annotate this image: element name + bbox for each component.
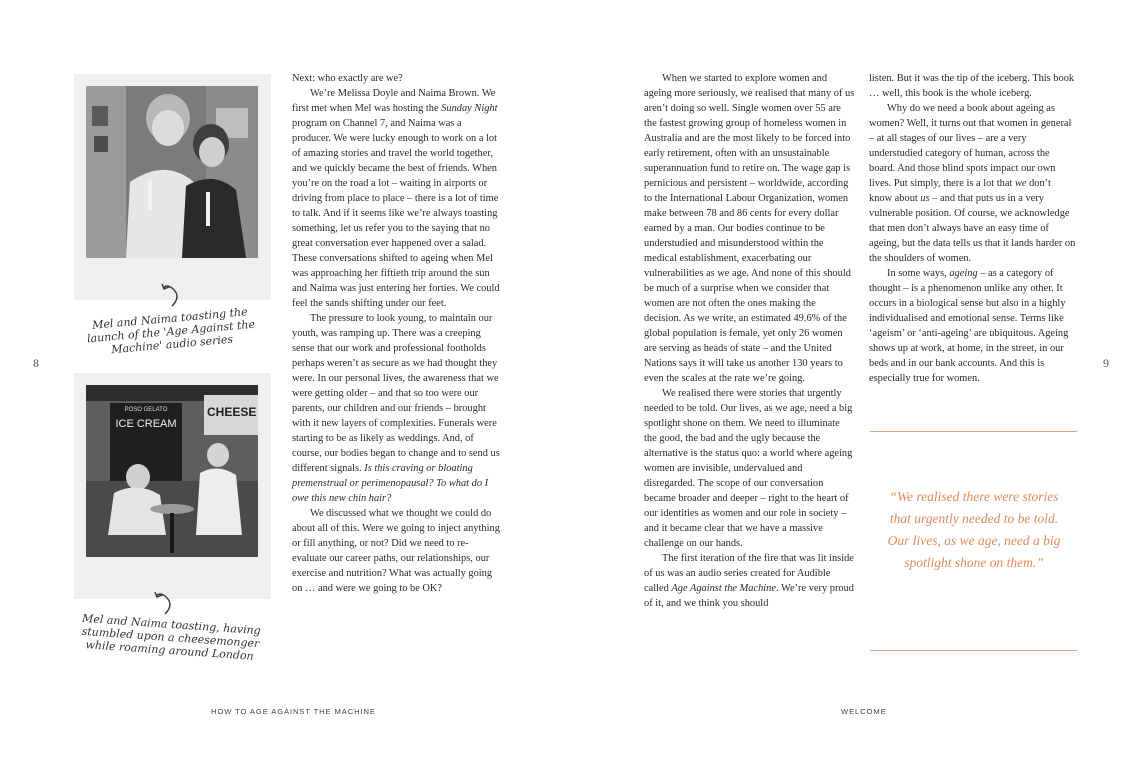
paragraph: We’re Melissa Doyle and Naima Brown. We first met when Mel was hosting the Sunday Night program on Channel 7, and Naima was a producer. We were lucky enough to work on a lot of amazing stories and travel the world together, and we quickly became the best of friends. When you’re on the road a lot – waiting in airports or driving from place to place – there is a lot of time to talk. And if it seems like we’re always toasting something, let us refer you to the saying that no great conversation ever happened over a salad. These conversations shifted to ageing when Mel was approaching her fiftieth trip around the sun and Naima was just entering her forties. We could feel the sands shifting under our feet.	[292, 88, 500, 309]
pull-quote: “We realised there were stories that urgently needed to be told. Our lives, as we age, need a big spotlight shone on them.”	[887, 489, 1061, 570]
pull-quote-rule-bottom	[870, 650, 1077, 651]
sign-poso-gelato: POSO GELATO	[124, 407, 168, 413]
right-body-column-1	[644, 71, 855, 611]
paragraph: Next: who exactly are we?	[292, 73, 403, 84]
paragraph: We realised there were stories that urgently needed to be told. Our lives, as we age, need a big spotlight shone on them. We need to illuminate the good, the bad and the ugly because the alternative is the status quo: a world where ageing women are invisible, undervalued and disregarded. The scope of our conversation became broader and deeper – right to the heart of our identities as women and our role in society – and it became clear that we have a massive challenge on our hands.	[644, 388, 853, 549]
photo-cheesemonger-london	[86, 385, 258, 557]
polaroid-frame-2	[74, 373, 271, 599]
paragraph: When we started to explore women and ageing more seriously, we realised that many of us aren’t doing so well. Single women over 55 are the fastest growing group of homeless women in Australia and are the most likely to be forced into early retirement, often with an unsustainable superannuation fund to retire on. The wage gap is pernicious and persistent – worldwide, according to the International Labour Organization, women make between 78 and 86 cents for every dollar earned by a man. Our bodies continue to be understudied and misunderstood within the medical establishment, exacerbating our vulnerabilities as we age. And none of this should be much of a surprise when we consider that women are not often the ones making the decision. As we write, an estimated 49.6% of the global population is female, yet only 26 women are serving as heads of state – and the United Nations says it will take us another 130 years to even the scales at the rate we’re going.	[644, 73, 855, 384]
polaroid-frame-1	[74, 74, 271, 300]
paragraph: The first iteration of the fire that was lit inside of us was an audio series created for Audible called Age Against the Machine. We’re very proud of it, and we think you should	[644, 553, 854, 609]
pull-quote-rule-top	[870, 431, 1077, 432]
sign-cheese: CHEESE	[207, 405, 257, 419]
page-number-left: 8	[33, 356, 39, 370]
photo-toasting-launch	[86, 86, 258, 258]
photo-caption-2: Mel and Naima toasting, having stumbled upon a cheesemonger while roaming around London	[81, 611, 262, 663]
running-footer-left: HOW TO AGE AGAINST THE MACHINE	[211, 707, 376, 716]
curved-arrow-icon-2	[153, 588, 177, 616]
right-body-column-2	[869, 71, 1076, 386]
curved-arrow-icon-1	[160, 280, 184, 308]
paragraph: We discussed what we thought we could do about all of this. Were we going to inject anything or fill anything, or not? Did we need to re-evaluate our career paths, our relationships, our exercise and nutrition? What was actually going on … and were we going to be OK?	[292, 508, 500, 594]
paragraph: Why do we need a book about ageing as women? Well, it turns out that women in general – at all stages of our lives – are a very understudied category of human, across the board. And those blind spots impact our own lives. Put simply, there is a lot that we don’t know about us – and that puts us in a very vulnerable position. Of course, we acknowledge that men don’t always have an easy time of ageing, but the data tells us that it lands harder on the shoulders of women.	[869, 103, 1076, 264]
page-number-right: 9	[1103, 356, 1109, 370]
paragraph: In some ways, ageing – as a category of thought – is a phenomenon unlike any other. It occurs in a biological sense but also in a highly individualised and emotional sense. Terms like ‘ageism’ or ‘anti-ageing’ are ubiquitous. Ageing shows up at work, at home, in the street, in our beds and in our bank accounts. And this is especially true for women.	[869, 268, 1069, 384]
paragraph: listen. But it was the tip of the iceberg. This book … well, this book is the whole iceberg.	[869, 73, 1075, 99]
sign-ice-cream: ICE CREAM	[115, 418, 177, 430]
paragraph: The pressure to look young, to maintain our youth, was ramping up. There was a creeping sense that our work and professional footholds perhaps weren’t as secure as we had thought they were. In our personal lives, the awareness that we were getting older – and that so too were our parents, our children and our friends – brought with it new layers of complexities. Funerals were starting to be as likely as weddings. And, of course, our bodies began to change and to send us different signals. Is this craving or bloating premenstrual or perimenopausal? To what do I owe this new chin hair?	[292, 313, 500, 504]
photo-caption-1: Mel and Naima toasting the launch of the 'Age Against the Machine' audio series	[86, 305, 256, 357]
left-body-column	[292, 71, 501, 596]
running-footer-right: WELCOME	[841, 707, 887, 716]
